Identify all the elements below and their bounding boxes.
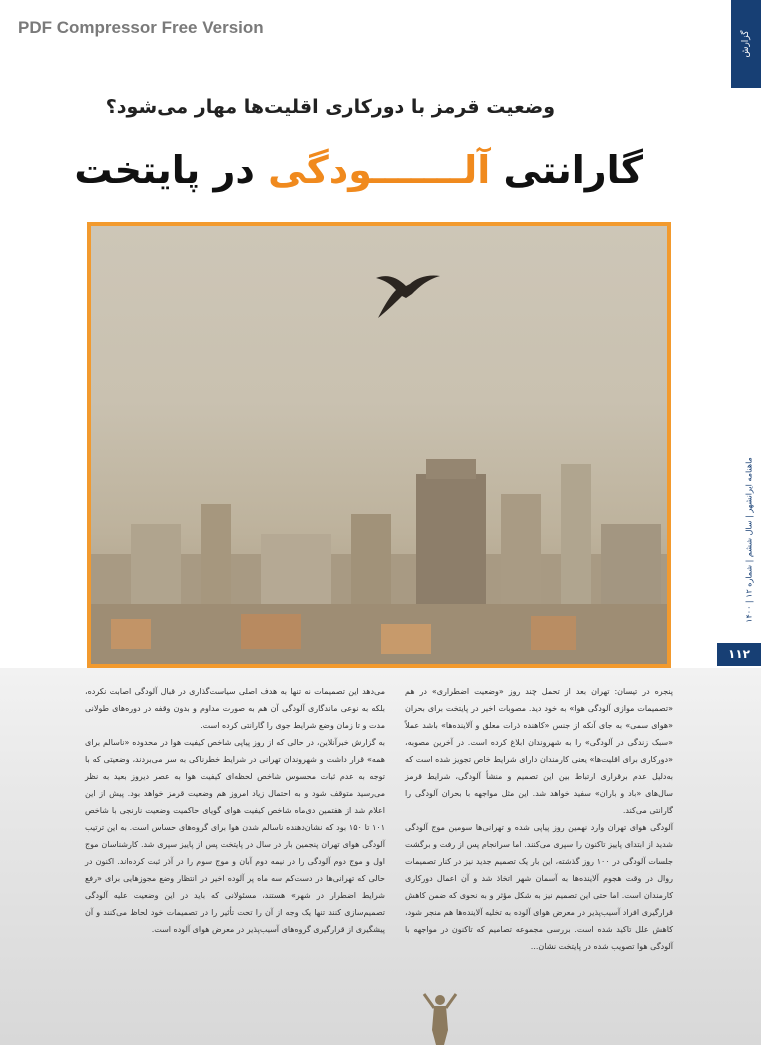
headline-part-1: گارانتی xyxy=(490,148,643,192)
issue-strip-label: ماهنامه ایرانشهر | سال ششم | شماره ۱۲ | ۱۴۰۰ xyxy=(744,457,754,623)
paragraph: می‌دهد این تصمیمات نه تنها به هدف اصلی سیاست‌گذاری در قبال آلودگی اصابت نکرده، بلکه به نوعی ماندگاری آلودگی آن هم به صورت مداوم و بدون وقفه در دوره‌های طولانی مدت و تا زمان وضع شرایط جوی را گارانتی کرده است. xyxy=(85,687,385,730)
article-column-left xyxy=(85,683,385,938)
watermark: PDF Compressor Free Version xyxy=(18,18,264,37)
article-column-right xyxy=(405,683,673,955)
section-tab-label: گزارش xyxy=(741,30,751,58)
paragraph: آلودگی هوای تهران وارد نهمین روز پیاپی شده و تهرانی‌ها سومین موج آلودگی شدید از ابتدای پاییز تاکنون را سپری می‌کنند. اما سرانجام پس از رفت و برگشت جلسات آلودگی در ۱۰۰ روز گذشته، این بار یک تصمیم جدید نیز در کنار تصمیمات روال در وقت هجوم آلاینده‌ها به آسمان شهر اتخاذ شد و آن اعمال دورکاری کارمندان است. اما حتی این تصمیم نیز به شکل مؤثر و به نحوی که ضمن کاهش قرارگیری افراد آسیب‌پذیر در معرض هوای آلوده به تخلیه آلاینده‌ها هم منجر شود، کاهش علل تاکید شده است. بررسی مجموعه تصامیم که تاکنون در مواجهه با آلودگی هوا تصویب شده در پایتخت نشان... xyxy=(405,823,673,951)
headline-highlight: آلـــــــودگی xyxy=(268,148,491,192)
section-tab xyxy=(731,0,761,88)
issue-strip xyxy=(737,430,761,650)
page-number: ۱۱۲ xyxy=(717,643,761,666)
paragraph: پنجره در تیسان: تهران بعد از تحمل چند روز «وضعیت اضطراری» در هم «تصمیمات موازی آلودگی هوا» به خود دید. مصوبات اخیر در پایتخت برای بحران «هوای سمی» به جای آنکه از جنس «کاهنده ذرات معلق و آلاینده‌ها» باشد عملاً «سبک زندگی در آلودگی» را به شهروندان ابلاغ کرده است. در آخرین مصوبه، «دورکاری برای اقلیت‌ها» یعنی کارمندان دارای شرایط خاص تجویز شده است که به‌دلیل عدم برقراری ارتباط بین این تصمیم و منشأ آلودگی، شرایط قرمز سال‌های «باد و باران» سفید خواهد شد. این مثل مواجهه با بحران آلودگی را گارانتی می‌کند. xyxy=(405,687,673,815)
paragraph: به گزارش خبرآنلاین، در حالی که از روز پیاپی شاخص کیفیت هوا در محدوده «ناسالم برای همه» قرار داشت و شهروندان تهرانی در شرایط خطرناکی به سر می‌بردند، وضعیتی که با توجه به عدم ثبات محسوس شاخص لحظه‌ای کیفیت هوا به عصر دیروز بعید به نظر می‌رسید متوقف شود و به احتمال زیاد امروز هم وضعیت قرمز خواهد بود. پیش از این اعلام شد از هفتمین دی‌ماه شاخص کیفیت هوای گویای حاکمیت وضعیت نارنجی با شاخص ۱۰۱ تا ۱۵۰ بود که نشان‌دهنده ناسالم شدن هوا برای گروه‌های حساس است. به این ترتیب آلودگی هوای تهران پنجمین بار در سال در پایتخت پس از پاییز سپری شد. کارشناسان موج اول و موج دوم آلودگی را در نیمه دوم آبان و موج سوم را در آذر ثبت کرده‌اند. اکنون در حالی که تهرانی‌ها در دست‌کم سه ماه پر آلوده اخیر در انتظار وضع مجوزهایی برای «رفع شرایط اضطرار در شهر» هستند، مسئولانی که باید در این وضعیت علیه آلودگی تصمیم‌سازی کنند تنها یک وجه از آن را تحت تأثیر را در تصمیمات خود لحاظ می‌کنند و آن پیشگیری از قرارگیری گروه‌های آسیب‌پذیر در معرض هوای آلوده است. xyxy=(85,738,385,934)
headline-part-2: در پایتخت xyxy=(74,148,269,192)
main-photo xyxy=(87,222,671,668)
headline-main xyxy=(74,148,643,192)
headline-subtitle: وضعیت قرمز با دورکاری اقلیت‌ها مهار می‌شود؟ xyxy=(105,96,555,118)
bird-icon xyxy=(366,266,446,326)
person-silhouette-icon xyxy=(420,990,460,1045)
city-skyline xyxy=(91,404,667,664)
